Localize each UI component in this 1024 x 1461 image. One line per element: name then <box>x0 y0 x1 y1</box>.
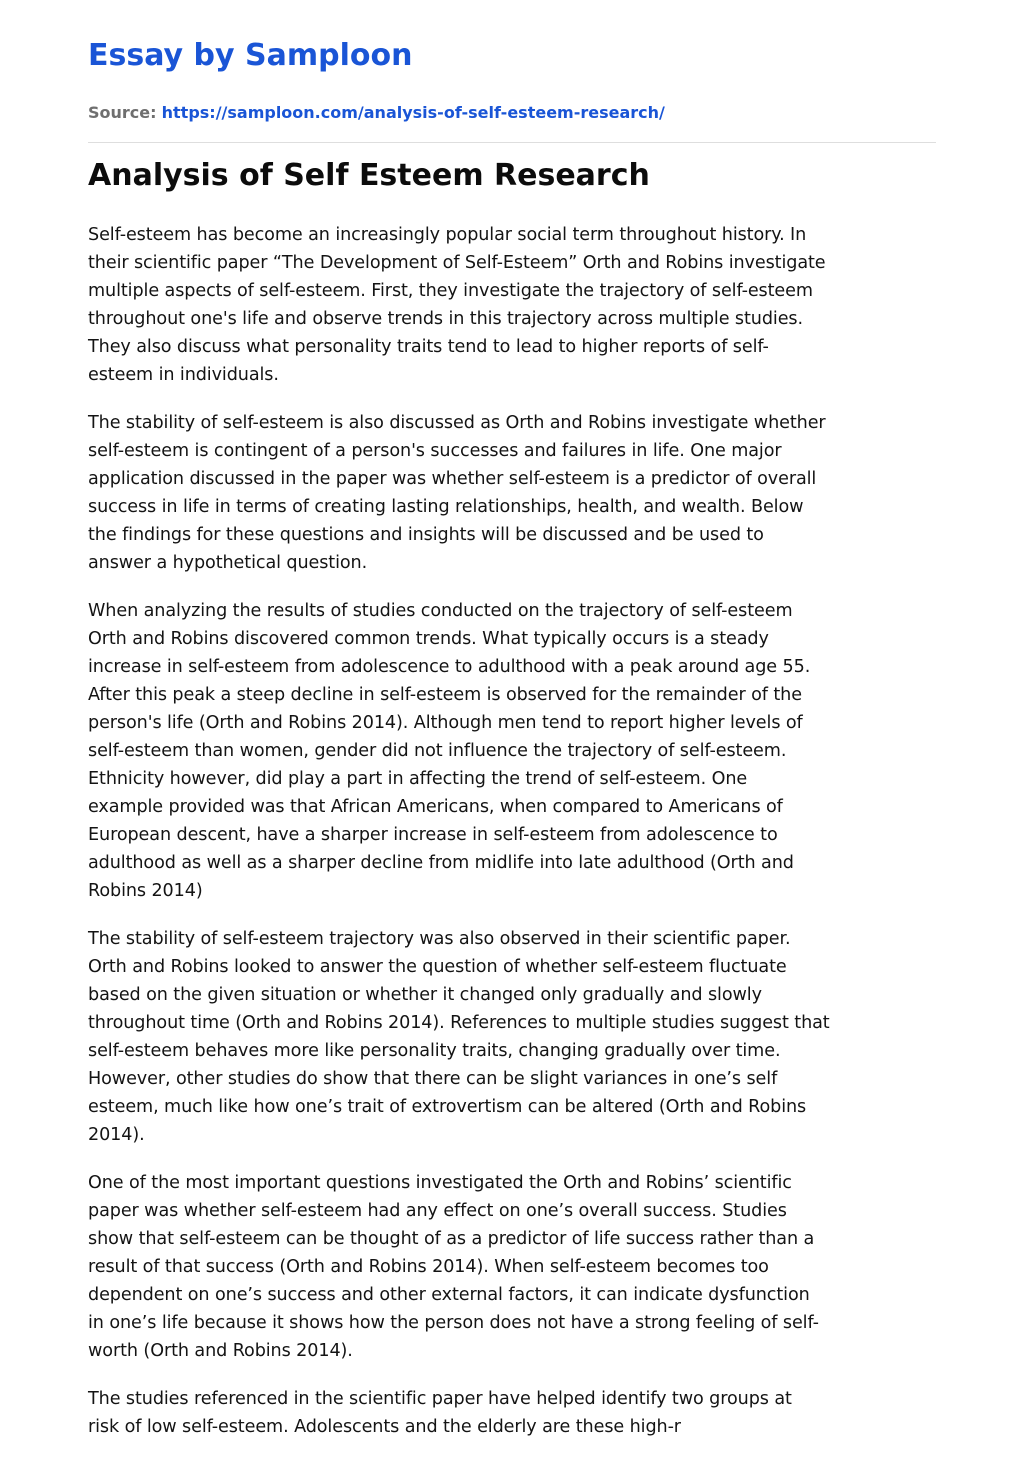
source-label: Source: <box>88 103 157 122</box>
paragraph-line: The stability of self-esteem trajectory was also observed in their scientific paper. <box>88 929 791 949</box>
paragraph-line: self-esteem is contingent of a person's successes and failures in life. One major <box>88 441 782 461</box>
paragraph-line: They also discuss what personality traits tend to lead to higher reports of self- <box>88 337 769 357</box>
brand-title: Essay by Samploon <box>88 38 413 73</box>
paragraph-line: Orth and Robins discovered common trends. What typically occurs is a steady <box>88 629 769 649</box>
paragraph-line: in one’s life because it shows how the person does not have a strong feeling of self- <box>88 1313 819 1333</box>
paragraph-line: paper was whether self-esteem had any effect on one’s overall success. Studies <box>88 1201 787 1221</box>
paragraph-line: Orth and Robins looked to answer the question of whether self-esteem fluctuate <box>88 957 787 977</box>
paragraph-line: throughout time (Orth and Robins 2014). References to multiple studies suggest that <box>88 1013 830 1033</box>
essay-paragraph <box>88 925 936 1149</box>
paragraph-line: answer a hypothetical question. <box>88 553 368 573</box>
paragraph-line: However, other studies do show that there can be slight variances in one’s self <box>88 1069 778 1089</box>
paragraph-line: risk of low self-esteem. Adolescents and the elderly are these high-r <box>88 1417 681 1437</box>
essay-paragraph <box>88 1385 936 1441</box>
source-link[interactable]: https://samploon.com/analysis-of-self-esteem-research/ <box>161 103 665 122</box>
paragraph-line: person's life (Orth and Robins 2014). Although men tend to report higher levels of <box>88 713 803 733</box>
paragraph-line: One of the most important questions investigated the Orth and Robins’ scientific <box>88 1173 792 1193</box>
paragraph-line: esteem, much like how one’s trait of extrovertism can be altered (Orth and Robins <box>88 1097 807 1117</box>
paragraph-line: After this peak a steep decline in self-esteem is observed for the remainder of the <box>88 685 802 705</box>
paragraph-line: adulthood as well as a sharper decline from midlife into late adulthood (Orth and <box>88 853 794 873</box>
paragraph-line: worth (Orth and Robins 2014). <box>88 1341 353 1361</box>
essay-paragraph <box>88 221 936 389</box>
paragraph-line: Ethnicity however, did play a part in affecting the trend of self-esteem. One <box>88 769 748 789</box>
paragraph-line: The studies referenced in the scientific paper have helped identify two groups at <box>88 1389 792 1409</box>
paragraph-line: Robins 2014) <box>88 881 203 901</box>
paragraph-line: multiple aspects of self-esteem. First, they investigate the trajectory of self-esteem <box>88 281 813 301</box>
essay-body <box>88 221 936 1461</box>
paragraph-line: The stability of self-esteem is also discussed as Orth and Robins investigate whether <box>88 413 826 433</box>
paragraph-line: their scientific paper “The Development of Self-Esteem” Orth and Robins investigate <box>88 253 826 273</box>
paragraph-line: based on the given situation or whether it changed only gradually and slowly <box>88 985 762 1005</box>
paragraph-line: dependent on one’s success and other external factors, it can indicate dysfunction <box>88 1285 810 1305</box>
paragraph-line: Self-esteem has become an increasingly popular social term throughout history. In <box>88 225 807 245</box>
essay-paragraph <box>88 409 936 577</box>
source-line <box>88 101 665 125</box>
paragraph-line: example provided was that African Americans, when compared to Americans of <box>88 797 783 817</box>
paragraph-line: European descent, have a sharper increase in self-esteem from adolescence to <box>88 825 778 845</box>
paragraph-line: the findings for these questions and insights will be discussed and be used to <box>88 525 764 545</box>
paragraph-line: self-esteem behaves more like personality traits, changing gradually over time. <box>88 1041 781 1061</box>
essay-paragraph <box>88 1169 936 1365</box>
paragraph-line: throughout one's life and observe trends in this trajectory across multiple studies. <box>88 309 803 329</box>
essay-paragraph <box>88 597 936 905</box>
paragraph-line: application discussed in the paper was whether self-esteem is a predictor of overall <box>88 469 817 489</box>
essay-title: Analysis of Self Esteem Research <box>88 158 650 193</box>
paragraph-line: success in life in terms of creating lasting relationships, health, and wealth. Below <box>88 497 804 517</box>
paragraph-line: increase in self-esteem from adolescence to adulthood with a peak around age 55. <box>88 657 811 677</box>
paragraph-line: show that self-esteem can be thought of as a predictor of life success rather than a <box>88 1229 815 1249</box>
paragraph-line: result of that success (Orth and Robins 2014). When self-esteem becomes too <box>88 1257 769 1277</box>
paragraph-line: When analyzing the results of studies conducted on the trajectory of self-esteem <box>88 601 793 621</box>
paragraph-line: 2014). <box>88 1125 145 1145</box>
header-divider <box>88 142 936 143</box>
paragraph-line: self-esteem than women, gender did not influence the trajectory of self-esteem. <box>88 741 787 761</box>
paragraph-line: esteem in individuals. <box>88 365 279 385</box>
